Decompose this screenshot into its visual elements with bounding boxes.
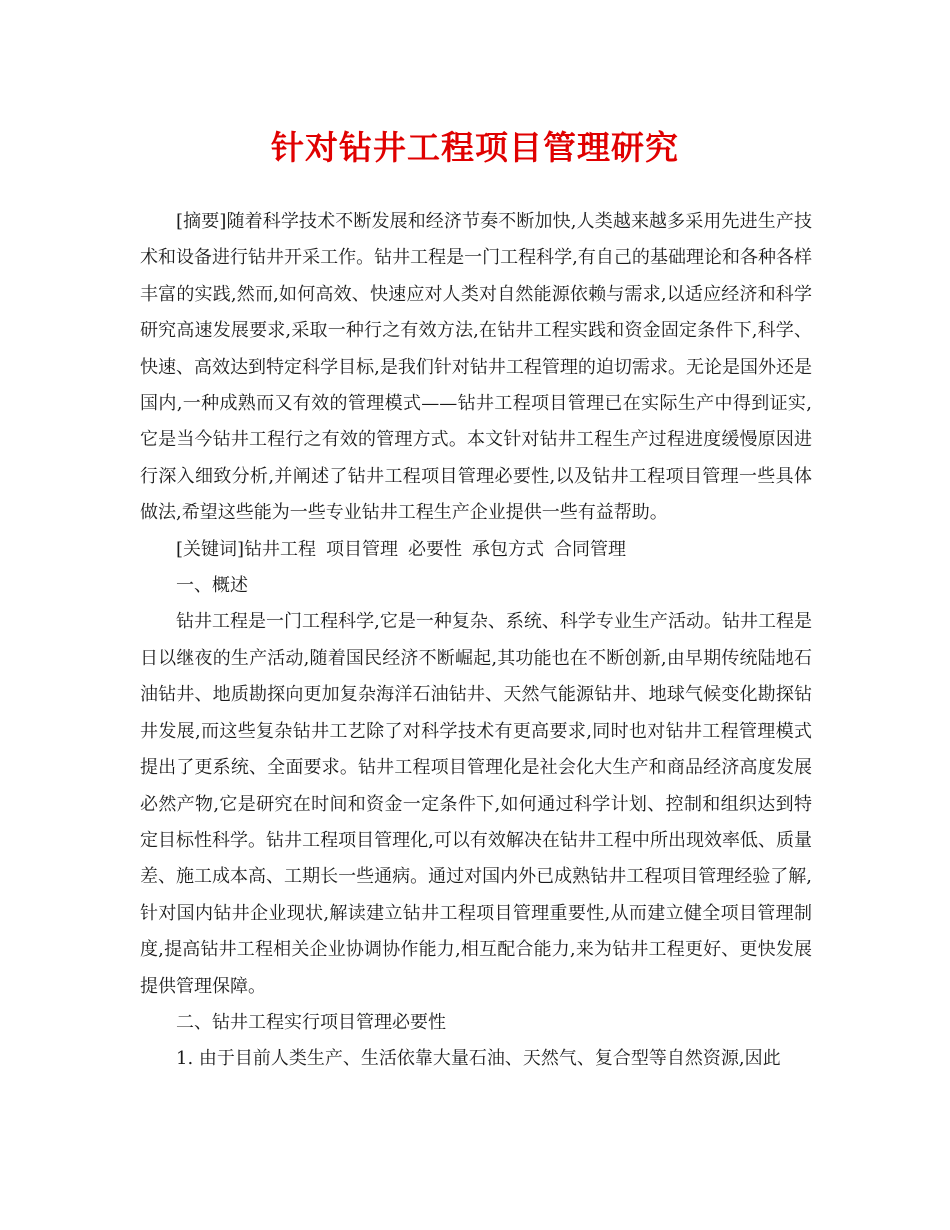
keyword: 合同管理: [554, 538, 627, 560]
keywords-line: [140, 532, 812, 568]
overview-paragraph: 钻井工程是一门工程科学,它是一种复杂、系统、科学专业生产活动。钻井工程是日以继夜的生产活动,随着国民经济不断崛起,其功能也在不断创新,由早期传统陆地石油钻井、地质勘探向更加复杂海洋石油钻井、天然气能源钻井、地球气候变化勘探钻井发展,而这些复杂钻井工艺除了对科学技术有更高要求,同时也对钻井工程管理模式提出了更系统、全面要求。钻井工程项目管理化是社会化大生产和商品经济高度发展必然产物,它是研究在时间和资金一定条件下,如何通过科学计划、控制和组织达到特定目标性科学。钻井工程项目管理化,可以有效解决在钻井工程中所出现效率低、质量差、施工成本高、工期长一些通病。通过对国内外已成熟钻井工程项目管理经验了解,针对国内钻井企业现状,解读建立钻井工程项目管理重要性,从而建立健全项目管理制度,提高钻井工程相关企业协调协作能力,相互配合能力,来为钻井工程更好、更快发展提供管理保障。: [140, 611, 812, 997]
keyword: 必要性: [408, 538, 463, 560]
necessity-item-1: 1. 由于目前人类生产、生活依靠大量石油、天然气、复合型等自然资源,因此: [176, 1048, 781, 1070]
abstract-paragraph: [摘要]随着科学技术不断发展和经济节奏不断加快,人类越来越多采用先进生产技术和设备进行钻井开采工作。钻井工程是一门工程科学,有自己的基础理论和各种各样丰富的实践,然而,如何高效、快速应对人类对自然能源依赖与需求,以适应经济和科学研究高速发展要求,采取一种行之有效方法,在钻井工程实践和资金固定条件下,科学、快速、高效达到特定科学目标,是我们针对钻井工程管理的迫切需求。无论是国外还是国内,一种成熟而又有效的管理模式——钻井工程项目管理已在实际生产中得到证实,它是当今钻井工程行之有效的管理方式。本文针对钻井工程生产过程进度缓慢原因进行深入细致分析,并阐述了钻井工程项目管理必要性,以及钻井工程项目管理一些具体做法,希望这些能为一些专业钻井工程生产企业提供一些有益帮助。: [140, 211, 812, 524]
document-body: [140, 204, 812, 1078]
keywords-label: [关键词]: [176, 538, 245, 560]
section-heading-overview: 一、概述: [176, 575, 248, 597]
keyword: 项目管理: [326, 538, 399, 560]
keyword: 钻井工程: [244, 538, 317, 560]
keyword: 承包方式: [472, 538, 545, 560]
section-heading-necessity: 二、钻井工程实行项目管理必要性: [176, 1011, 446, 1033]
document-title: 针对钻井工程项目管理研究: [271, 128, 679, 167]
